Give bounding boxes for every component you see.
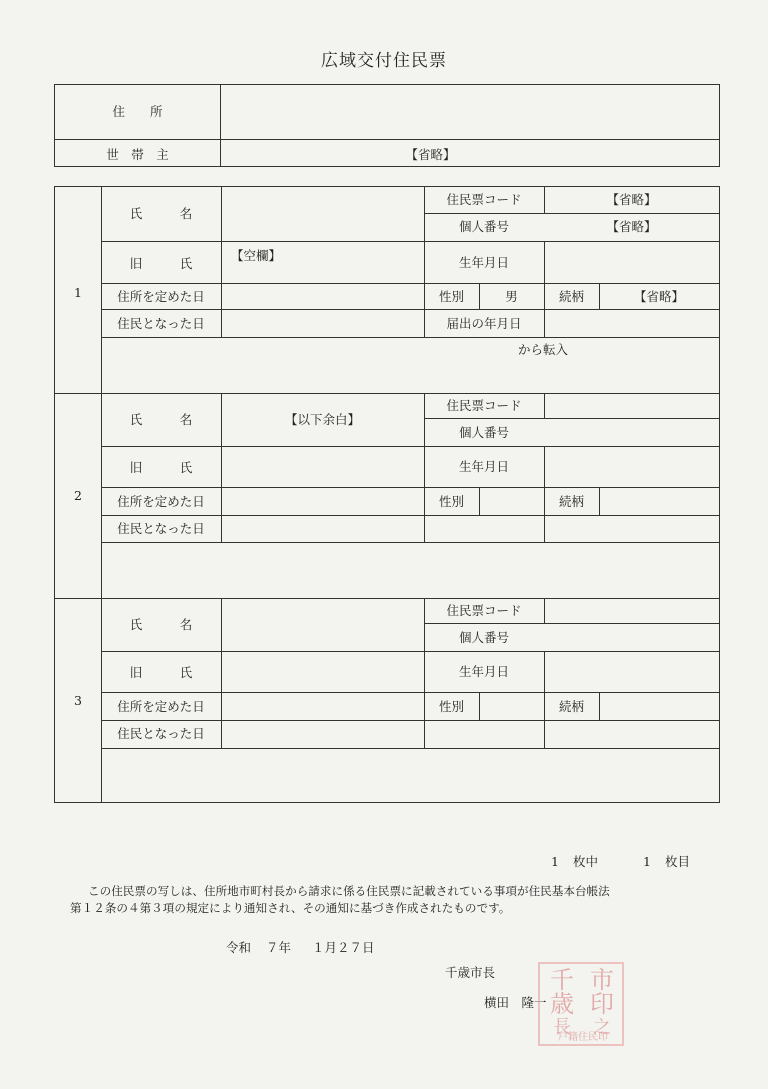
address-date-label: 住所を定めた日 xyxy=(117,289,205,304)
name-label: 氏 名 xyxy=(129,206,193,221)
personal-number-label: 個人番号 xyxy=(458,630,509,645)
remarks: から転入 xyxy=(518,342,569,357)
resident-code-label: 住民票コード xyxy=(446,192,522,207)
notification-date-label: 届出の年月日 xyxy=(446,316,522,331)
resident-code-label: 住民票コード xyxy=(446,603,522,618)
name-value: 【以下余白】 xyxy=(284,412,360,427)
address-date-label: 住所を定めた日 xyxy=(117,494,205,509)
header-table xyxy=(54,84,720,167)
page-current-number: 1 xyxy=(643,854,651,869)
relationship-label: 続柄 xyxy=(558,289,584,304)
former-name-label: 旧 氏 xyxy=(129,256,193,271)
birth-date-label: 生年月日 xyxy=(458,664,509,679)
resident-date-label: 住民となった日 xyxy=(117,521,205,536)
sex-label: 性別 xyxy=(438,289,464,304)
sex-label: 性別 xyxy=(438,494,464,509)
former-name-label: 旧 氏 xyxy=(129,460,193,475)
official-seal: 千 市 歳 印 長 之 戸籍住民印 xyxy=(538,962,624,1046)
page-total-number: 1 xyxy=(551,854,559,869)
householder-label: 世 帯 主 xyxy=(106,147,169,162)
name-label: 氏 名 xyxy=(129,412,193,427)
resident-code-value: 【省略】 xyxy=(606,192,657,207)
date-month-day: １月２７日 xyxy=(312,940,375,955)
personal-number-value: 【省略】 xyxy=(606,219,657,234)
page-total-label: 枚中 xyxy=(573,854,599,869)
address-date-label: 住所を定めた日 xyxy=(117,699,205,714)
birth-date-label: 生年月日 xyxy=(458,255,509,270)
certification-line-2: 第１２条の４第３項の規定により通知され、その通知に基づき作成されたものです。 xyxy=(70,901,511,915)
address-label: 住 所 xyxy=(112,104,163,119)
issuer-title: 千歳市長 xyxy=(445,965,496,980)
residents-table xyxy=(54,186,720,803)
page-current-label: 枚目 xyxy=(665,854,691,869)
person-number: 2 xyxy=(74,488,82,503)
personal-number-label: 個人番号 xyxy=(458,425,509,440)
person-number: 3 xyxy=(74,693,82,708)
sex-value: 男 xyxy=(505,289,518,304)
relationship-label: 続柄 xyxy=(558,699,584,714)
resident-date-label: 住民となった日 xyxy=(117,726,205,741)
sex-label: 性別 xyxy=(438,699,464,714)
relationship-value: 【省略】 xyxy=(633,289,684,304)
person-number: 1 xyxy=(74,285,82,300)
personal-number-label: 個人番号 xyxy=(458,219,509,234)
householder-value: 【省略】 xyxy=(405,147,456,162)
resident-code-label: 住民票コード xyxy=(446,398,522,413)
former-name-value: 【空欄】 xyxy=(231,248,282,263)
issuer-name: 横田 隆一 xyxy=(484,995,547,1010)
former-name-label: 旧 氏 xyxy=(129,665,193,680)
resident-date-label: 住民となった日 xyxy=(117,316,205,331)
relationship-label: 続柄 xyxy=(558,494,584,509)
certification-line-1: この住民票の写しは、住所地市町村長から請求に係る住民票に記載されている事項が住民基本台帳法 xyxy=(88,884,610,898)
document-title: 広域交付住民票 xyxy=(321,51,447,71)
birth-date-label: 生年月日 xyxy=(458,459,509,474)
date-era: 令和 xyxy=(226,940,252,955)
name-label: 氏 名 xyxy=(129,617,193,632)
date-year: ７年 xyxy=(266,940,292,955)
